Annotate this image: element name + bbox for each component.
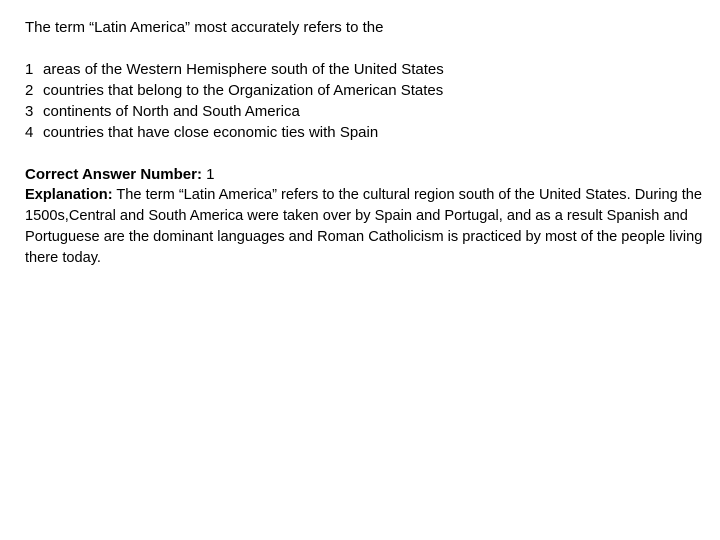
explanation-label: Explanation: bbox=[25, 187, 113, 203]
question-text: The term “Latin America” most accurately refers to the bbox=[25, 19, 384, 36]
answer-block bbox=[25, 164, 705, 269]
option-1 bbox=[25, 59, 705, 80]
option-2 bbox=[25, 80, 705, 101]
question-slide bbox=[25, 17, 705, 269]
correct-answer-value: 1 bbox=[206, 166, 215, 183]
explanation-paragraph bbox=[25, 185, 705, 269]
option-number: 4 bbox=[25, 124, 34, 141]
option-3 bbox=[25, 101, 705, 122]
correct-answer-label: Correct Answer Number: bbox=[25, 166, 202, 183]
option-text: countries that belong to the Organization of American States bbox=[43, 82, 444, 99]
option-4 bbox=[25, 122, 705, 143]
option-number: 3 bbox=[25, 103, 34, 120]
answer-options bbox=[25, 59, 705, 143]
option-text: countries that have close economic ties with Spain bbox=[43, 124, 379, 141]
explanation-text: The term “Latin America” refers to the cultural region south of the United States. During the 1500s,Central and South America were taken over by Spain and Portugal, and as a result Spanish and Portuguese are the dominant languages and Roman Catholicism is practiced by most of the people living there today. bbox=[25, 187, 703, 266]
option-number: 2 bbox=[25, 82, 34, 99]
option-text: areas of the Western Hemisphere south of the United States bbox=[43, 61, 444, 78]
option-number: 1 bbox=[25, 61, 34, 78]
option-text: continents of North and South America bbox=[43, 103, 300, 120]
correct-answer-line bbox=[25, 164, 705, 185]
